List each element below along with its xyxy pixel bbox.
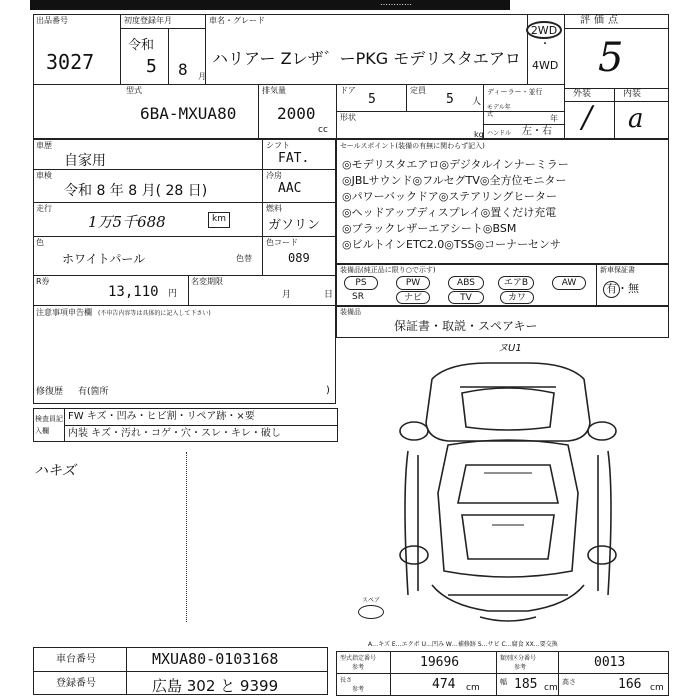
capacity-unit: 人 <box>472 97 482 107</box>
recycle-value: 13,110 <box>108 284 159 300</box>
spare-label: スペア <box>362 597 381 604</box>
equipment-sr: SR <box>352 292 364 302</box>
drive-dot: ・ <box>540 39 550 50</box>
height-unit: cm <box>650 683 664 693</box>
recycle-label: R券 <box>36 277 50 286</box>
repair-label: 修復歴 <box>36 387 64 397</box>
damage-legend: A…キズ E…エクボ U…凹み W…補修跡 S…サビ C…腐食 XX…要交換 <box>368 641 558 648</box>
type-cert-value: 19696 <box>420 655 460 670</box>
new-warranty-circle <box>603 281 620 298</box>
handwritten-note: ハキズ <box>34 463 76 479</box>
registration-year: 5 <box>146 56 157 77</box>
inspector-label: 検査員記入欄 <box>35 415 63 435</box>
model-year-label: モデル年式 <box>487 104 511 118</box>
plate-label: 登録番号 <box>56 678 96 689</box>
type-cert-sub: 参考 <box>352 664 365 671</box>
car-name-label: 車名・グレード <box>209 16 265 25</box>
divider <box>336 111 564 112</box>
car-name: ハリアー Zレザ゛ーPKG モデリスタエアロ <box>212 49 521 68</box>
recycle-unit: 円 <box>168 289 178 299</box>
length-unit: cm <box>466 683 480 693</box>
interior-label: 内装 <box>623 89 642 99</box>
mileage-unit: km <box>212 214 226 224</box>
divider <box>564 28 669 29</box>
interior-grade: a <box>628 104 644 134</box>
vehicle-info-block <box>33 139 336 404</box>
notes-label: 注意事項申告欄 <box>36 308 92 317</box>
chassis-label: 車台番号 <box>56 654 96 665</box>
displacement-label: 排気量 <box>262 86 286 95</box>
inspection-label: 車検 <box>36 171 52 180</box>
length-label: 長さ <box>340 677 353 684</box>
color-code-label: 色コード <box>266 238 298 247</box>
sales-point-line: ◎ヘッドアップディスプレイ◎置くだけ充電 <box>342 206 557 219</box>
fuel-label: 燃料 <box>266 204 282 213</box>
sales-point-line: ◎ビルトインETC2.0◎TSS◎コーナーセンサ <box>342 238 561 251</box>
top-scan-bar <box>30 0 510 10</box>
equipment-pw: PW <box>396 276 430 290</box>
divider <box>390 651 391 696</box>
new-warranty-label: 新車保証書 <box>600 266 635 274</box>
repair-close: ) <box>326 385 330 396</box>
mileage-label: 走行 <box>36 204 52 213</box>
sales-point-line: ◎モデリスタエアロ◎デジタルインナーミラー <box>342 158 569 171</box>
equipment-aw: AW <box>552 276 586 290</box>
doors-value: 5 <box>368 92 376 107</box>
spare-tire-circle <box>358 605 384 619</box>
repair-value: 有(箇所 <box>78 387 109 397</box>
inspector-row-exterior: FW キズ・凹み・ヒビ割・リペア跡・×要 <box>68 411 255 422</box>
exterior-label: 外装 <box>573 89 592 99</box>
category-label: 類別区分番号 <box>500 655 537 662</box>
equipment-abs: ABS <box>448 276 484 290</box>
steering-label: ハンドル <box>487 130 512 137</box>
deadline-label: 名変期限 <box>191 277 223 286</box>
divider <box>120 14 121 84</box>
registration-era: 令和 <box>128 38 155 53</box>
equipment-navi: ナビ <box>396 291 430 304</box>
capacity-value: 5 <box>446 92 454 107</box>
load-unit: kg <box>474 130 484 139</box>
diagram-top-mark: ヌU1 <box>498 343 522 354</box>
divider <box>564 14 565 139</box>
registration-label: 初度登録年月 <box>124 16 172 25</box>
equipment-tv: TV <box>448 291 484 304</box>
equipment-leather: カワ <box>500 291 534 304</box>
shape-label: 形状 <box>340 113 356 122</box>
height-value: 166 <box>618 677 642 692</box>
mileage-value: 1万5千688 <box>88 213 166 231</box>
top-scribble: ………… <box>380 0 412 7</box>
sales-points-title: セールスポイント(装備の有無に関わらず記入) <box>340 142 485 150</box>
car-diagram <box>388 355 628 640</box>
ac-label: 冷房 <box>266 171 282 180</box>
lot-label: 出品番号 <box>36 16 68 25</box>
dealer-label: ディーラー・並行 <box>487 88 543 96</box>
deadline-month-unit: 月 <box>282 290 292 300</box>
accessories-label: 装備品 <box>340 308 361 316</box>
equipment-label: 装備品(純正品に限り○で示す) <box>340 266 436 274</box>
fuel-value: ガソリン <box>268 218 321 233</box>
category-sub: 参考 <box>514 664 527 671</box>
rating-score: 5 <box>598 35 624 81</box>
equipment-airbag: エアB <box>498 276 534 290</box>
divider <box>33 236 336 237</box>
lot-number: 3027 <box>46 50 95 74</box>
sales-point-line: ◎ブラックレザーエアシート◎BSM <box>342 222 517 235</box>
divider <box>33 275 336 276</box>
color-value: ホワイトパール <box>62 252 146 266</box>
chassis-value: MXUA80-0103168 <box>152 650 279 668</box>
model-label: 型式 <box>126 86 142 95</box>
model-year-unit: 年 <box>550 114 558 123</box>
registration-month-unit: 月 <box>198 72 206 81</box>
divider <box>120 84 564 85</box>
two-wd-badge: 2WD <box>526 21 562 39</box>
divider <box>64 425 338 426</box>
displacement-unit: cc <box>318 125 328 135</box>
shift-label: シフト <box>266 141 290 150</box>
capacity-label: 定員 <box>410 86 426 95</box>
divider <box>33 671 328 672</box>
history-label: 車歴 <box>36 141 52 150</box>
exterior-grade: / <box>582 100 593 135</box>
color-change-label: 色替 <box>236 254 252 263</box>
divider <box>168 28 169 84</box>
divider <box>614 88 615 139</box>
height-label: 高さ <box>562 678 576 686</box>
divider <box>336 673 669 674</box>
steering-value: 左・右 <box>522 126 552 137</box>
color-code: 089 <box>288 251 310 265</box>
doors-label: ドア <box>340 86 356 95</box>
color-label: 色 <box>36 238 44 247</box>
dotted-guide <box>186 452 187 622</box>
divider <box>262 139 263 275</box>
inspection-value: 令和 8 年 8 月( 28 日) <box>64 183 208 199</box>
divider <box>496 651 497 696</box>
four-wd-label: 4WD <box>532 59 559 72</box>
sales-point-line: ◎JBLサウンド◎フルセグTV◎全方位モニター <box>342 174 567 187</box>
divider <box>564 101 669 102</box>
category-value: 0013 <box>594 655 626 670</box>
divider <box>33 84 121 85</box>
inspector-row-interior: 内装 キズ・汚れ・コゲ・穴・スレ・キレ・破し <box>68 428 281 439</box>
new-warranty-value: 有・無 <box>606 282 639 295</box>
plate-value: 広島 302 と 9399 <box>152 677 279 695</box>
divider <box>33 169 336 170</box>
divider <box>258 84 259 139</box>
divider <box>33 305 336 306</box>
displacement-value: 2000 <box>277 104 316 123</box>
divider <box>483 124 564 125</box>
divider <box>33 202 336 203</box>
history-value: 自家用 <box>64 153 106 169</box>
divider <box>596 264 597 306</box>
rating-label: 評価点 <box>580 15 622 26</box>
divider <box>406 84 407 111</box>
deadline-day-unit: 日 <box>324 290 334 300</box>
width-value: 185 <box>514 677 538 692</box>
divider <box>558 651 559 696</box>
equipment-ps: PS <box>344 276 378 290</box>
length-sub: 参考 <box>352 686 365 693</box>
ac-value: AAC <box>278 181 302 196</box>
divider <box>188 275 189 305</box>
width-unit: cm <box>544 683 558 693</box>
model-value: 6BA-MXUA80 <box>140 104 237 123</box>
divider <box>120 28 206 29</box>
shift-value: FAT. <box>278 151 310 166</box>
registration-month: 8 <box>178 60 188 79</box>
type-cert-label: 型式指定番号 <box>340 655 377 662</box>
notes-sublabel: (不申告内容等は具体的に記入して下さい) <box>98 310 211 317</box>
width-label: 幅 <box>500 678 507 686</box>
length-value: 474 <box>432 677 456 692</box>
sales-point-line: ◎パワーバックドア◎ステアリングヒーター <box>342 190 557 203</box>
accessories-value: 保証書・取説・スペアキー <box>394 319 538 333</box>
